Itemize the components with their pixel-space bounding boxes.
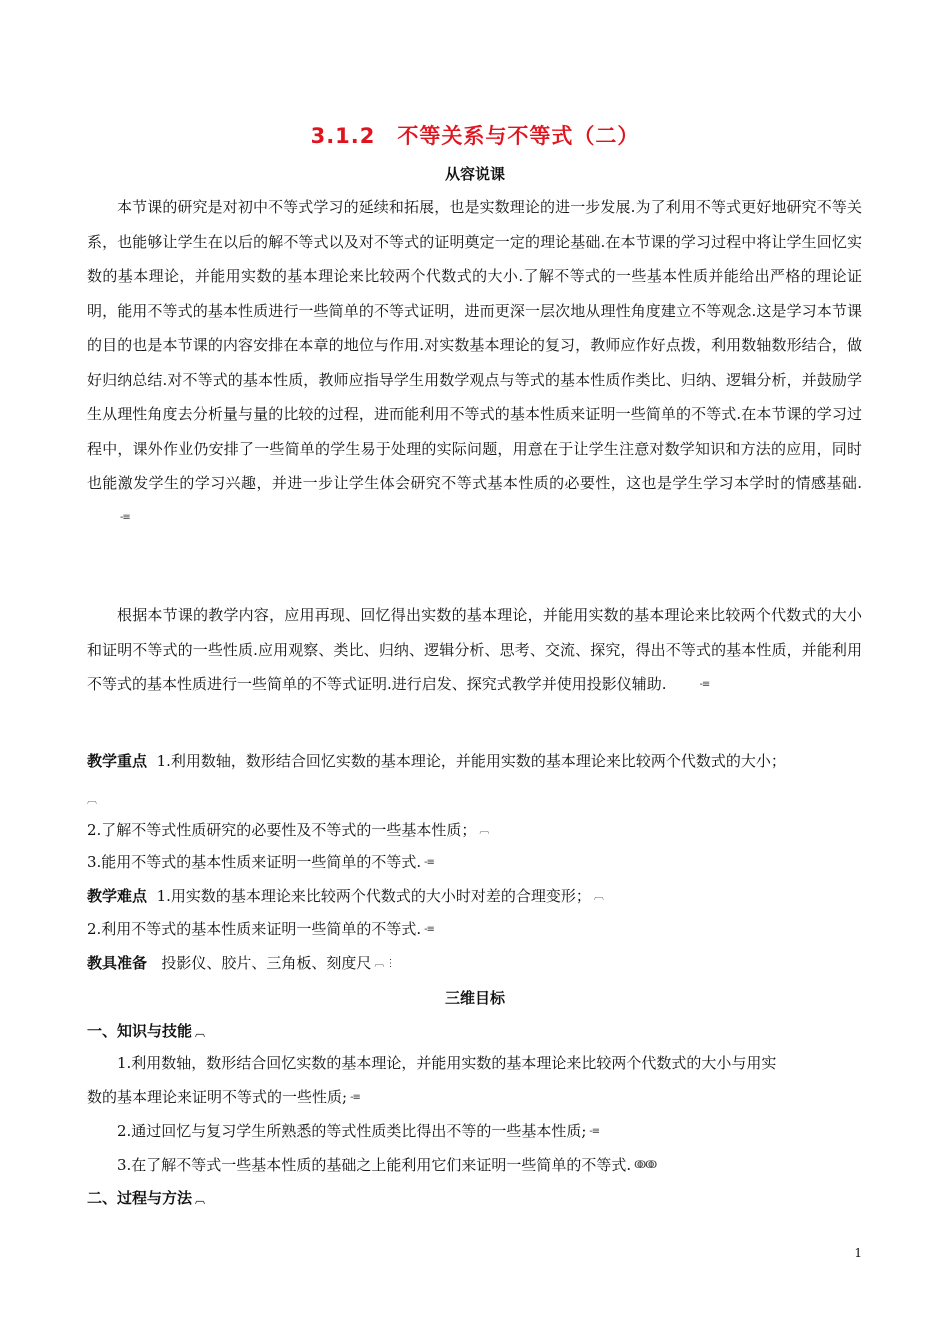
key-points-line-2 <box>87 818 877 843</box>
key-points-item-3: 3.能用不等式的基本性质来证明一些简单的不等式. <box>87 853 422 871</box>
paragraph-end-mark-icon: -≡ <box>699 678 710 690</box>
paragraph-methods <box>87 598 862 702</box>
ornament-mark-icon: ↂↂ <box>634 1160 657 1171</box>
paragraph-end-mark-icon: -≡ <box>350 1092 360 1103</box>
key-points-label: 教学重点 <box>87 752 148 770</box>
difficulties-line-1 <box>87 884 877 909</box>
paragraph-end-mark-icon: -≡ <box>120 512 130 524</box>
line-break-mark-icon: ︹ <box>195 1195 205 1206</box>
line-break-mark-icon: ︹ <box>87 795 96 806</box>
line-break-mark-icon: ︹ <box>195 1028 205 1039</box>
key-points-line-1 <box>87 749 877 773</box>
paragraph-end-mark-icon: -≡ <box>424 924 434 935</box>
line-break-mark-icon: ︹ <box>479 825 489 836</box>
goal-1-heading <box>87 1020 204 1041</box>
tools-line <box>87 951 877 976</box>
line-break-mark-icon: ︹ <box>593 891 603 902</box>
goal-1-item-1a: 1.利用数轴，数形结合回忆实数的基本理论，并能用实数的基本理论来比较两个代数式的大小与用实 <box>117 1054 777 1072</box>
paragraph-intro <box>87 190 862 536</box>
paragraph-end-mark-icon: -≡ <box>589 1126 600 1137</box>
tools-label: 教具准备 <box>87 954 148 972</box>
tools-text: 投影仪、胶片、三角板、刻度尺 <box>161 954 372 972</box>
section-heading-lesson-notes: 从容说课 <box>444 165 505 183</box>
goal-1-item-3-line <box>117 1153 877 1178</box>
section-heading-goals: 三维目标 <box>444 989 505 1007</box>
page-number: 1 <box>854 1246 862 1260</box>
line-break-mark <box>87 788 877 813</box>
key-points-line-3 <box>87 850 877 875</box>
line-break-mark-icon: ︹ ⋮ <box>374 958 395 969</box>
goal-1-item-1b-line <box>87 1085 877 1110</box>
goal-2-heading-text: 二、过程与方法 <box>87 1189 193 1207</box>
key-points-item-2: 2.了解不等式性质研究的必要性及不等式的一些基本性质； <box>87 821 477 839</box>
difficulties-item-2: 2.利用不等式的基本性质来证明一些简单的不等式. <box>87 920 422 938</box>
goal-1-item-2: 2.通过回忆与复习学生所熟悉的等式性质类比得出不等的一些基本性质; <box>117 1122 587 1140</box>
goal-2-heading <box>87 1187 204 1208</box>
difficulties-label: 教学难点 <box>87 887 148 905</box>
goal-1-item-2-line <box>117 1119 877 1144</box>
paragraph-end-mark-icon: -≡ <box>424 857 434 868</box>
goal-1-item-1b: 数的基本理论来证明不等式的一些性质; <box>87 1088 348 1106</box>
difficulties-line-2 <box>87 917 877 942</box>
difficulties-item-1: 1.用实数的基本理论来比较两个代数式的大小时对差的合理变形； <box>156 887 591 905</box>
goal-1-item-3: 3.在了解不等式一些基本性质的基础之上能利用它们来证明一些简单的不等式. <box>117 1156 632 1174</box>
page-title: 3.1.2 不等关系与不等式（二） <box>310 124 640 148</box>
paragraph-intro-text: 本节课的研究是对初中不等式学习的延续和拓展，也是实数理论的进一步发展.为了利用不等式更好地研究不等关系，也能够让学生在以后的解不等式以及对不等式的证明奠定一定的理论基础.在本节课的学习过程中将让学生回忆实数的基本理论，并能用实数的基本理论来比较两个代数式的大小.了解不等式的一些基本性质并能给出严格的理论证明，能用不等式的基本性质进行一些简单的不等式证明，进而更深一层次地从理性角度建立不等观念.这是学习本节课的目的也是本节课的内容安排在本章的地位与作用.对实数基本理论的复习，教师应作好点拨，利用数轴数形结合，做好归纳总结.对不等式的基本性质，教师应指导学生用数学观点与等式的基本性质作类比、归纳、逻辑分析，并鼓励学生从理性角度去分析量与量的比较的过程，进而能利用不等式的基本性质来证明一些简单的不等式.在本节课的学习过程中，课外作业仍安排了一些简单的学生易于处理的实际问题，用意在于让学生注意对数学知识和方法的应用，同时也能激发学生的学习兴趣，并进一步让学生体会研究不等式基本性质的必要性，这也是学生学习本学时的情感基础. <box>87 198 862 492</box>
goal-1-heading-text: 一、知识与技能 <box>87 1022 193 1040</box>
paragraph-methods-text: 根据本节课的教学内容，应用再现、回忆得出实数的基本理论，并能用实数的基本理论来比较两个代数式的大小和证明不等式的一些性质.应用观察、类比、归纳、逻辑分析、思考、交流、探究，得出不等式的基本性质，并能利用不等式的基本性质进行一些简单的不等式证明.进行启发、探究式教学并使用投影仪辅助. <box>87 606 862 693</box>
key-points-item-1: 1.利用数轴，数形结合回忆实数的基本理论，并能用实数的基本理论来比较两个代数式的大小； <box>156 752 786 770</box>
